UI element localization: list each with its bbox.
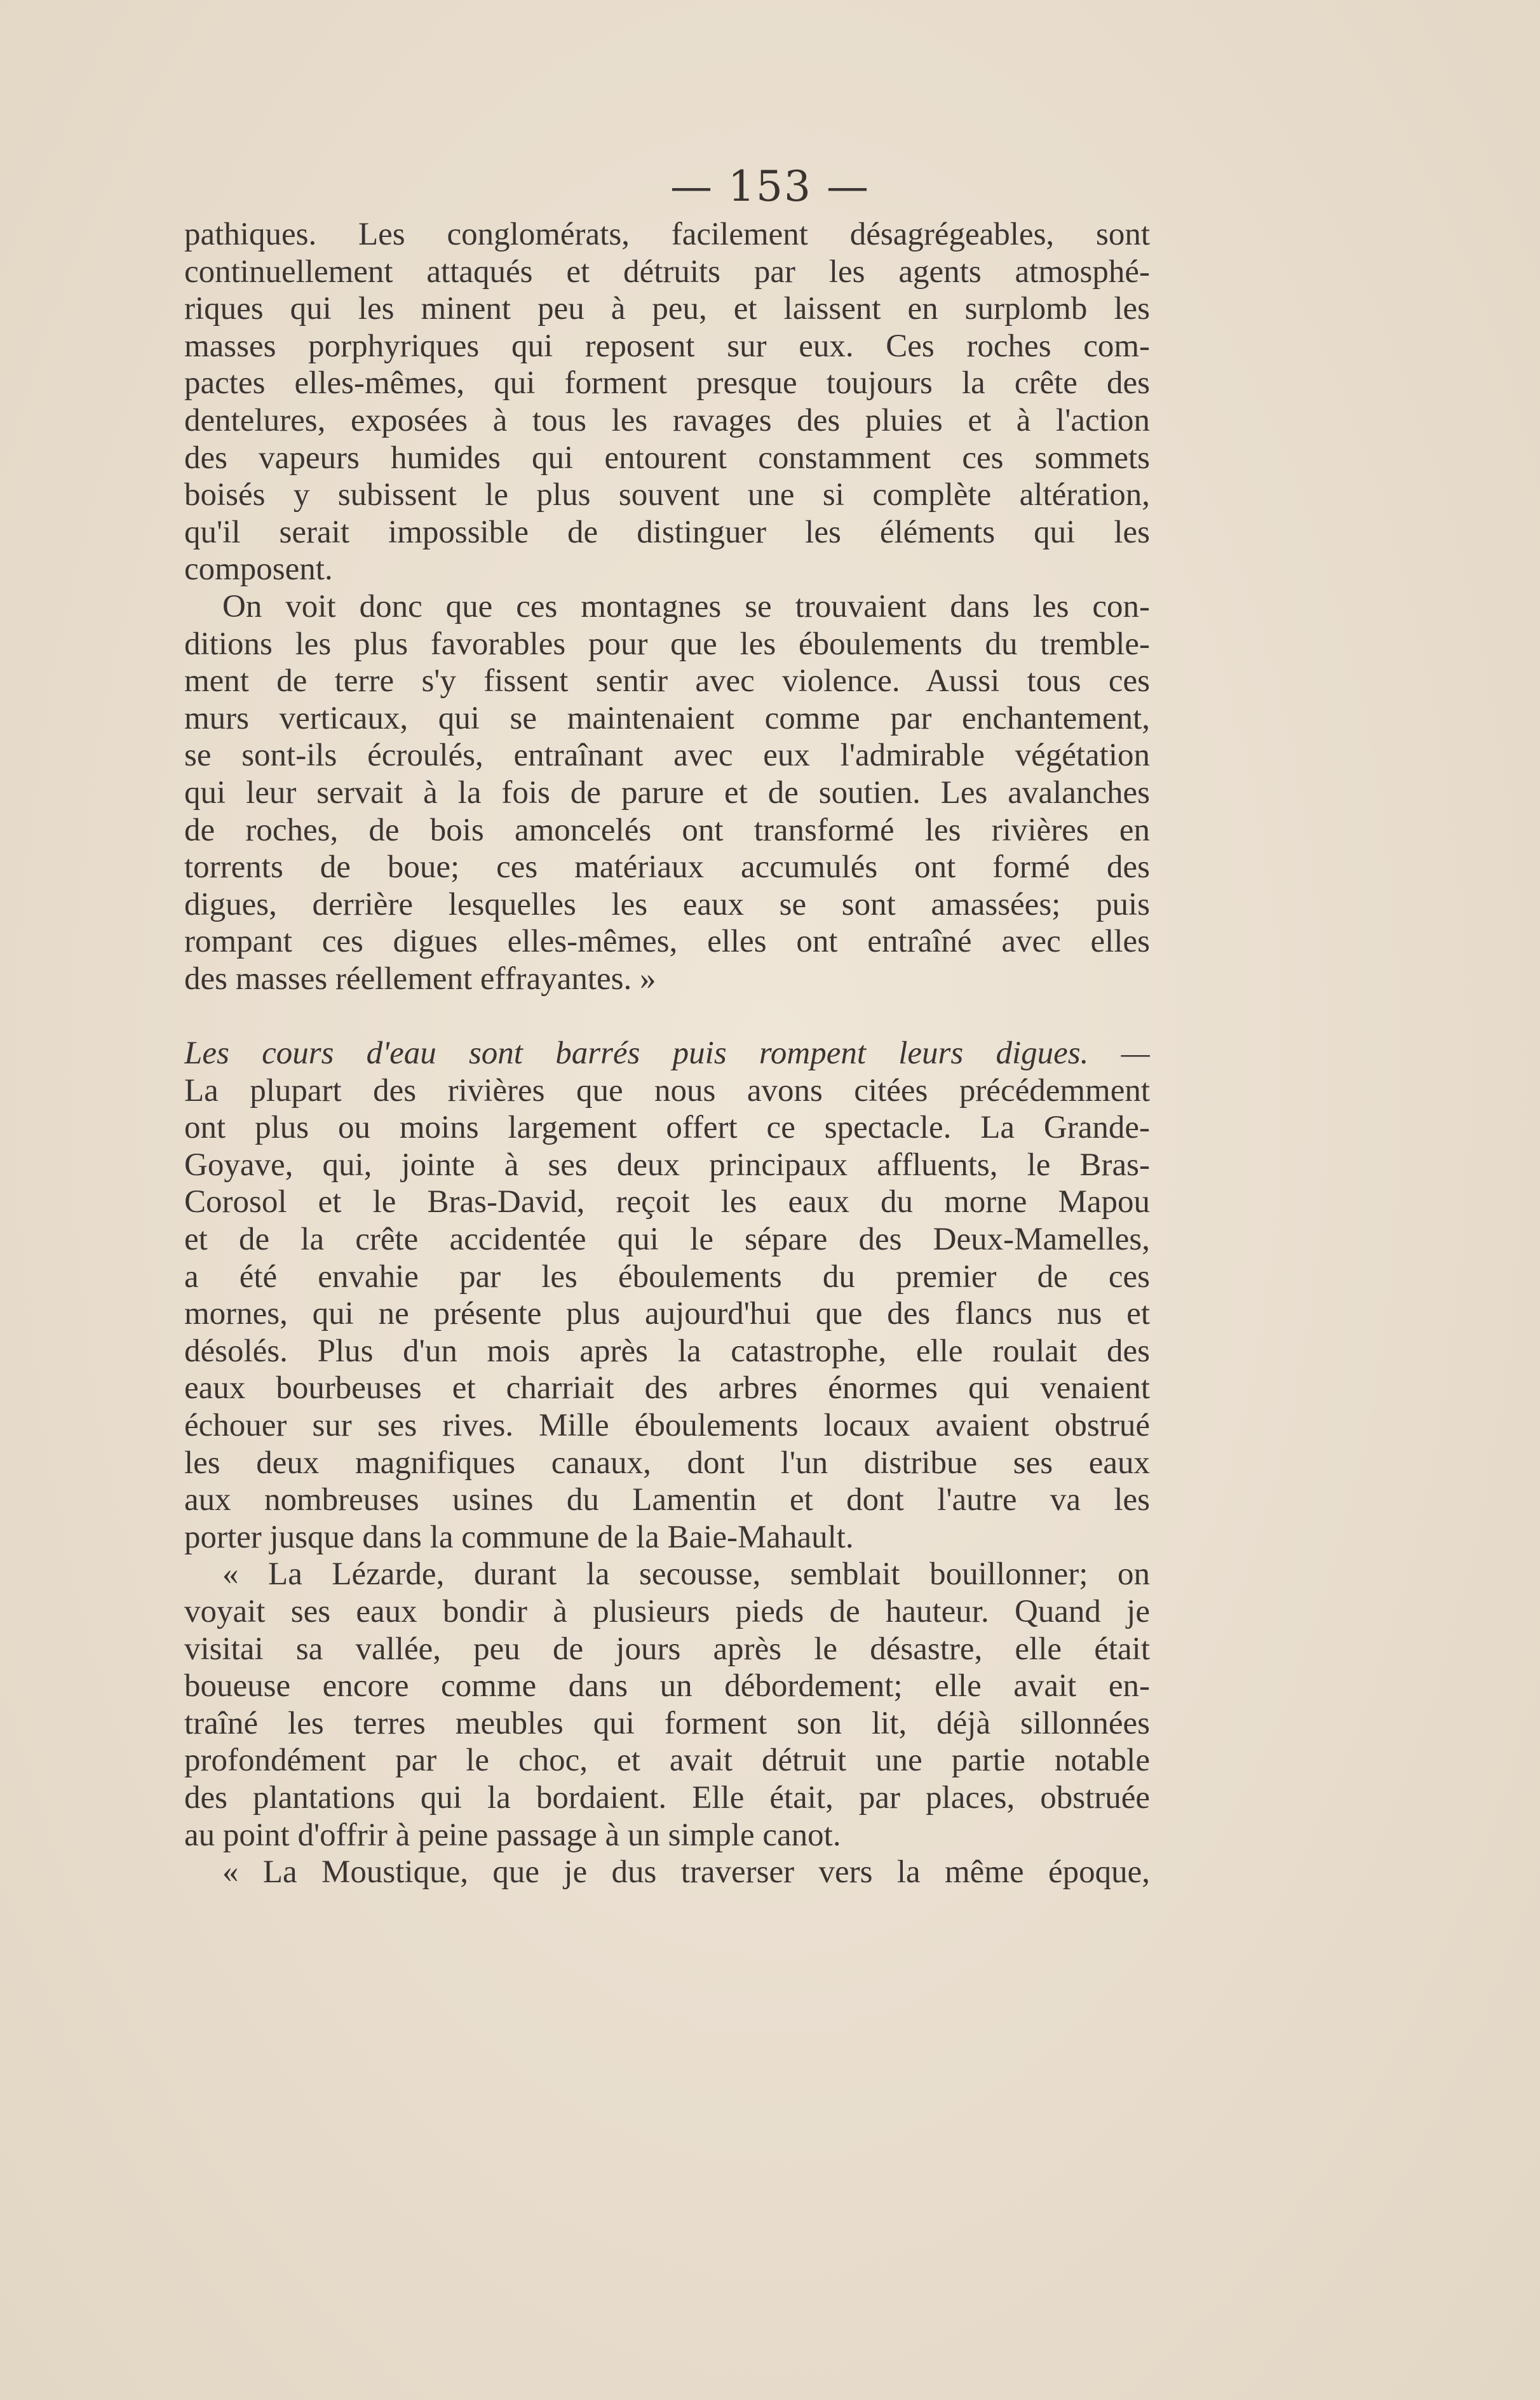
text-line: mornes, qui ne présente plus aujourd'hui que des flancs nus et: [184, 1296, 1150, 1332]
text-line: eaux bourbeuses et charriait des arbres énormes qui venaient: [184, 1370, 1150, 1406]
text-line: La plupart des rivières que nous avons citées précédemment: [184, 1072, 1150, 1109]
paragraph: [184, 1854, 1150, 1891]
text-line: qu'il serait impossible de distinguer les éléments qui les: [184, 514, 1150, 550]
section-heading-line: Les cours d'eau sont barrés puis rompent leurs digues. —: [184, 1035, 1150, 1072]
text-line: pactes elles-mêmes, qui forment presque toujours la crête des: [184, 365, 1150, 401]
text-line: porter jusque dans la commune de la Baie-Mahault.: [184, 1519, 854, 1555]
text-line: des plantations qui la bordaient. Elle était, par places, obstruée: [184, 1779, 1150, 1816]
text-line: Goyave, qui, jointe à ses deux principaux affluents, le Bras-: [184, 1147, 1150, 1183]
paragraph: [184, 1035, 1150, 1556]
text-line: désolés. Plus d'un mois après la catastrophe, elle roulait des: [184, 1333, 1150, 1369]
text-line: visitai sa vallée, peu de jours après le désastre, elle était: [184, 1631, 1150, 1667]
text-line: aux nombreuses usines du Lamentin et dont l'autre va les: [184, 1482, 1150, 1518]
text-line: les deux magnifiques canaux, dont l'un distribue ses eaux: [184, 1445, 1150, 1481]
text-line: pathiques. Les conglomérats, facilement désagrégeables, sont: [184, 217, 1150, 252]
text-line: au point d'offrir à peine passage à un simple canot.: [184, 1817, 841, 1853]
text-line: ditions les plus favorables pour que les éboulements du tremble-: [184, 626, 1150, 662]
body-text: [184, 216, 1150, 1891]
text-line: boisés y subissent le plus souvent une si complète altération,: [184, 477, 1150, 513]
text-line: des vapeurs humides qui entourent constamment ces sommets: [184, 440, 1150, 476]
text-line: rompant ces digues elles-mêmes, elles ont entraîné avec elles: [184, 924, 1150, 960]
page-number: — 153 —: [670, 162, 870, 211]
text-line: ment de terre s'y fissent sentir avec violence. Aussi tous ces: [184, 663, 1150, 699]
paragraph: [184, 588, 1150, 998]
text-line: dentelures, exposées à tous les ravages des pluies et à l'action: [184, 402, 1150, 438]
text-line: masses porphyriques qui reposent sur eux. Ces roches com-: [184, 328, 1150, 364]
text-line: riques qui les minent peu à peu, et laissent en surplomb les: [184, 291, 1150, 327]
text-line: des masses réellement effrayantes. »: [184, 961, 656, 997]
text-line: On voit donc que ces montagnes se trouvaient dans les con-: [222, 588, 1150, 624]
text-line: murs verticaux, qui se maintenaient comme par enchantement,: [184, 700, 1150, 736]
text-line: voyait ses eaux bondir à plusieurs pieds de hauteur. Quand je: [184, 1593, 1150, 1629]
paragraph: [184, 216, 1150, 588]
text-line: se sont-ils écroulés, entraînant avec eux l'admirable végétation: [184, 738, 1150, 774]
paragraph: [184, 1556, 1150, 1854]
text-line: Corosol et le Bras-David, reçoit les eaux du morne Mapou: [184, 1184, 1150, 1220]
text-line: qui leur servait à la fois de parure et de soutien. Les avalanches: [184, 774, 1150, 811]
text-line: boueuse encore comme dans un débordement; elle avait en-: [184, 1668, 1150, 1704]
text-line: échouer sur ses rives. Mille éboulements locaux avaient obstrué: [184, 1408, 1150, 1443]
text-line: continuellement attaqués et détruits par les agents atmosphé-: [184, 253, 1150, 290]
text-line: « La Lézarde, durant la secousse, semblait bouillonner; on: [222, 1556, 1150, 1593]
text-line: de roches, de bois amoncelés ont transformé les rivières en: [184, 812, 1150, 848]
text-line: profondément par le choc, et avait détruit une partie notable: [184, 1743, 1150, 1779]
text-line: « La Moustique, que je dus traverser vers la même époque,: [222, 1854, 1150, 1891]
text-line: et de la crête accidentée qui le sépare des Deux-Mamelles,: [184, 1222, 1150, 1258]
text-line: traîné les terres meubles qui forment son lit, déjà sillonnées: [184, 1705, 1150, 1741]
text-line: torrents de boue; ces matériaux accumulés ont formé des: [184, 849, 1150, 886]
text-line: a été envahie par les éboulements du premier de ces: [184, 1258, 1150, 1295]
text-line: ont plus ou moins largement offert ce spectacle. La Grande-: [184, 1110, 1150, 1146]
text-line: composent.: [184, 551, 333, 588]
text-line: digues, derrière lesquelles les eaux se sont amassées; puis: [184, 886, 1150, 922]
